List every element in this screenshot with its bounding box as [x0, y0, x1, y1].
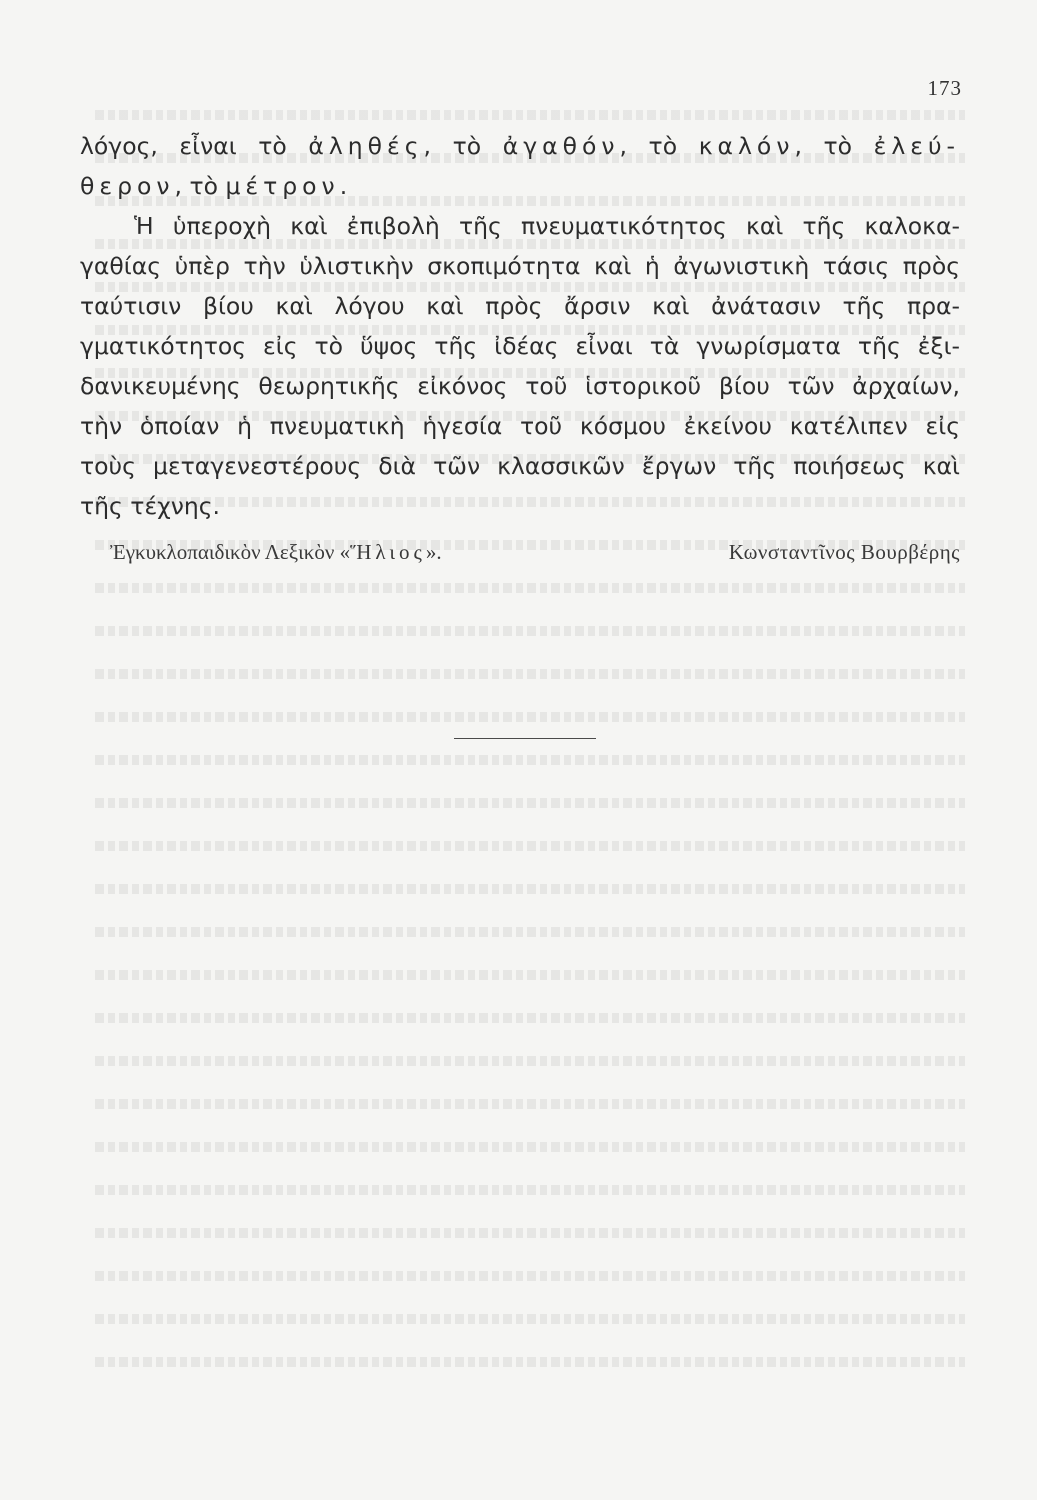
paragraph-line — [80, 126, 960, 166]
page-number: 173 — [927, 76, 962, 100]
bleed-through-line — [95, 626, 965, 636]
citation-source-suffix: ». — [425, 540, 442, 564]
paragraph-line: δανικευμένης θεωρητικῆς εἰκόνος τοῦ ἱστορικοῦ βίου τῶν ἀρχαίων, — [80, 372, 960, 400]
bleed-through-line — [95, 1357, 965, 1367]
bleed-through-line — [95, 110, 965, 120]
spaced-word: ἀληθές — [308, 132, 424, 160]
citation-source — [110, 540, 442, 565]
main-paragraph — [80, 126, 960, 526]
paragraph-line: τοὺς μεταγενεστέρους διὰ τῶν κλασσικῶν ἔργων τῆς ποιήσεως καὶ — [80, 452, 960, 480]
paragraph-line: γαθίας ὑπὲρ τὴν ὑλιστικὴν σκοπιμότητα καὶ ἡ ἀγωνιστικὴ τάσις πρὸς — [80, 252, 960, 280]
spaced-word: ἐλεύ- — [873, 132, 960, 160]
separator-rule — [454, 738, 596, 739]
bleed-through-line — [95, 669, 965, 679]
bleed-through-line — [95, 927, 965, 937]
bleed-through-line — [95, 1314, 965, 1324]
spaced-word: μέτρον — [225, 172, 340, 200]
bleed-through-line — [95, 884, 965, 894]
bleed-through-line — [95, 841, 965, 851]
text-fragment: , τὸ — [619, 132, 699, 160]
citation — [80, 540, 960, 576]
bleed-through-line — [95, 712, 965, 722]
spaced-word: καλόν — [698, 132, 795, 160]
bleed-through-line — [95, 1271, 965, 1281]
bleed-through-line — [95, 755, 965, 765]
citation-author: Κωνσταντῖνος Βουρβέρης — [728, 540, 960, 564]
bleed-through-line — [95, 583, 965, 593]
bleed-through-line — [95, 1056, 965, 1066]
spaced-word: ἀγαθόν — [502, 132, 620, 160]
bleed-through-line — [95, 798, 965, 808]
paragraph-line: ταύτισιν βίου καὶ λόγου καὶ πρὸς ἄρσιν καὶ ἀνάτασιν τῆς πρα- — [80, 292, 960, 320]
paragraph-line: γματικότητος εἰς τὸ ὕψος τῆς ἰδέας εἶναι τὰ γνωρίσματα τῆς ἐξι- — [80, 332, 960, 360]
bleed-through-line — [95, 1185, 965, 1195]
text-fragment: . — [339, 172, 348, 200]
text-fragment: , τὸ — [423, 132, 503, 160]
bleed-through-line — [95, 1013, 965, 1023]
bleed-through-line — [95, 970, 965, 980]
citation-source-title: Ἥλιος — [350, 540, 426, 564]
text-fragment: , τὸ — [794, 132, 874, 160]
paragraph-line: Ἡ ὑπεροχὴ καὶ ἐπιβολὴ τῆς πνευματικότητος καὶ τῆς καλοκα- — [134, 212, 960, 240]
spaced-word: θερον — [80, 172, 175, 200]
paragraph-line — [80, 166, 960, 206]
bleed-through-line — [95, 1099, 965, 1109]
bleed-through-line — [95, 1142, 965, 1152]
paragraph-line: τὴν ὁποίαν ἡ πνευματικὴ ἡγεσία τοῦ κόσμου ἐκείνου κατέλιπεν εἰς — [80, 412, 960, 440]
text-fragment: λόγος, εἶναι τὸ — [80, 132, 309, 160]
bleed-through-line — [95, 1228, 965, 1238]
citation-source-prefix: Ἐγκυκλοπαιδικὸν Λεξικὸν « — [110, 540, 351, 564]
text-fragment: , τὸ — [174, 172, 226, 200]
paragraph-line: τῆς τέχνης. — [80, 492, 221, 520]
